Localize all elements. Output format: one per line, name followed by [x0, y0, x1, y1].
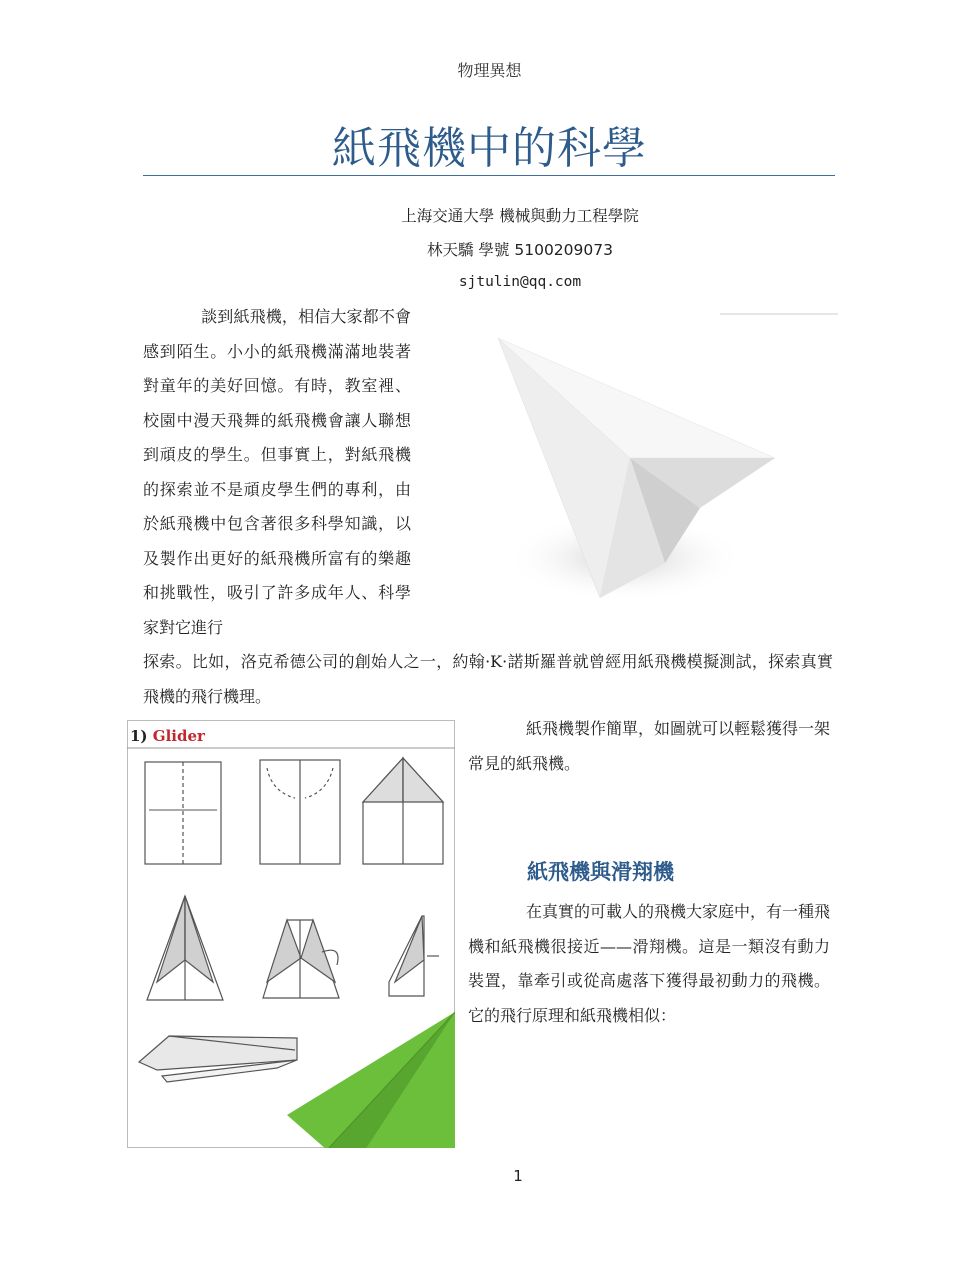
title-divider	[143, 175, 835, 176]
glider-paragraph	[468, 895, 830, 1033]
page-number: 1	[513, 1167, 523, 1185]
glider-text: 在真實的可載人的飛機大家庭中，有一種飛機和紙飛機很接近——滑翔機。這是一類沒有動力裝置，靠牽引或從高處落下獲得最初動力的飛機。它的飛行原理和紙飛機相似：	[468, 902, 831, 1025]
paper-airplane-photo	[430, 308, 840, 618]
intro-paragraph	[143, 300, 411, 645]
article-title: 紙飛機中的科學	[332, 123, 647, 174]
diagram-text: 紙飛機製作簡單，如圖就可以輕鬆獲得一架常見的紙飛機。	[468, 719, 831, 773]
intro-paragraph-continued: 探索。比如，洛克希德公司的創始人之一，約翰·K·諾斯羅普就曾經用紙飛機模擬測試，探索真實飛機的飛行機理。	[143, 652, 833, 706]
glider-folding-diagram	[127, 720, 455, 1148]
author-affiliation: 上海交通大學 機械與動力工程學院	[401, 207, 639, 225]
running-header: 物理異想	[457, 61, 522, 80]
diagram-label: 1) Glider	[130, 727, 205, 745]
intro-text: 談到紙飛機，相信大家都不會感到陌生。小小的紙飛機滿滿地裝著對童年的美好回憶。有時，教室裡、校園中漫天飛舞的紙飛機會讓人聯想到頑皮的學生。但事實上，對紙飛機的探索並不是頑皮學生們的專利，由於紙飛機中包含著很多科學知識，以及製作出更好的紙飛機所富有的樂趣和挑戰性，吸引了許多成年人、科學家對它進行	[143, 307, 411, 637]
author-name: 林天驕 學號 5100209073	[427, 241, 613, 259]
author-email: sjtulin@qq.com	[458, 274, 582, 290]
section-heading: 紙飛機與滑翔機	[527, 859, 674, 884]
diagram-paragraph	[468, 712, 830, 781]
